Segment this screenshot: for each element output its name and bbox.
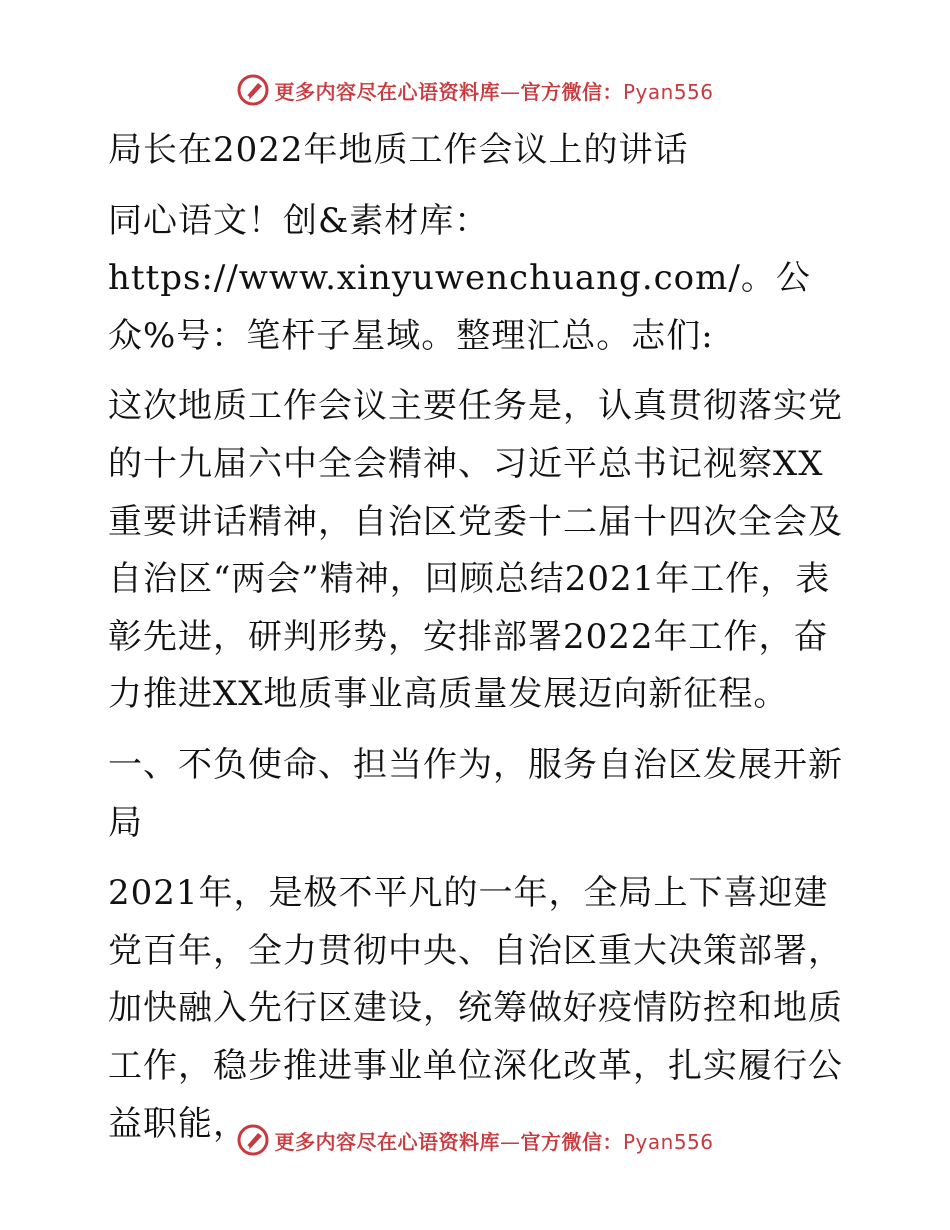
document-body — [98, 122, 858, 1153]
banner-text: 更多内容尽在心语资料库—官方微信：Pyan556 — [274, 1129, 714, 1154]
section-heading: 一、不负使命、担当作为，服务自治区发展开新局 — [108, 744, 843, 843]
paragraph: 2021年，是极不平凡的一年，全局上下喜迎建党百年，全力贯彻中央、自治区重大决策部署，加快融入先行区建设，统筹做好疫情防控和地质工作，稳步推进事业单位深化改革，扎实履行公益职能， — [108, 873, 843, 1144]
source-note: 同心语文！创&素材库：https://www.xinyuwenchuang.com/。公众%号：笔杆子星域。整理汇总。志们: — [108, 200, 811, 356]
pen-logo-icon — [236, 1123, 270, 1157]
footer-banner — [0, 1120, 950, 1160]
paragraph: 这次地质工作会议主要任务是，认真贯彻落实党的十九届六中全会精神、习近平总书记视察XX重要讲话精神，自治区党委十二届十四次全会及自治区“两会”精神，回顾总结2021年工作，表彰先进，研判形势，安排部署2022年工作，奋力推进XX地质事业高质量发展迈向新征程。 — [108, 386, 843, 715]
document-title: 局长在2022年地质工作会议上的讲话 — [108, 130, 689, 170]
pen-logo-icon — [236, 73, 270, 107]
banner-text: 更多内容尽在心语资料库—官方微信：Pyan556 — [274, 79, 714, 104]
header-banner — [0, 70, 950, 110]
